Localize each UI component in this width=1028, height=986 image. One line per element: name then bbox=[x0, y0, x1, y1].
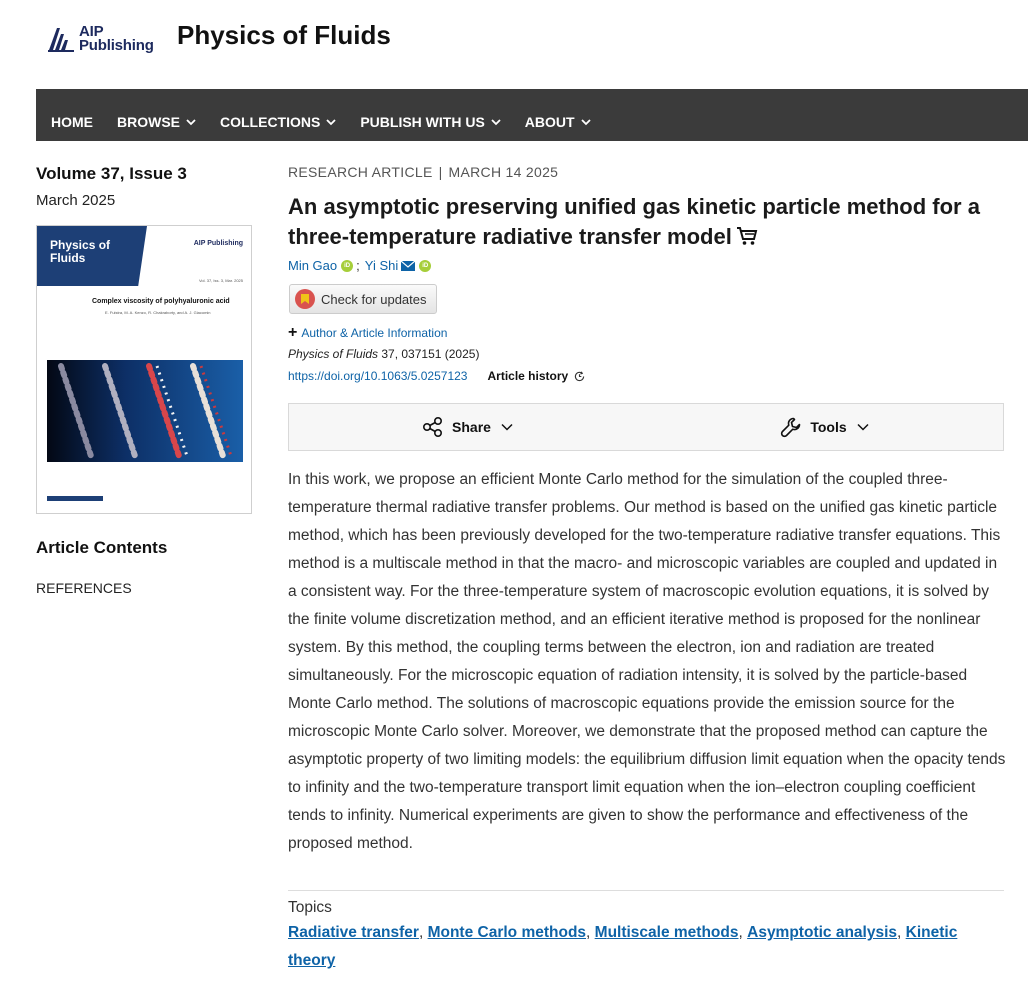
main-nav bbox=[36, 89, 1028, 141]
doi-link[interactable]: https://doi.org/10.1063/5.0257123 bbox=[288, 369, 468, 383]
citation-details: 37, 037151 (2025) bbox=[378, 347, 480, 361]
issue-cover-image[interactable] bbox=[36, 225, 252, 514]
chevron-down-icon bbox=[857, 423, 869, 431]
author-info-label: Author & Article Information bbox=[301, 326, 448, 340]
article-history-button[interactable] bbox=[487, 369, 585, 383]
contents-link-references[interactable]: REFERENCES bbox=[36, 580, 132, 596]
cover-artwork bbox=[47, 360, 243, 462]
nav-list bbox=[36, 89, 1028, 141]
topics-section bbox=[288, 890, 1004, 975]
author-info-toggle[interactable] bbox=[288, 326, 447, 340]
plus-icon: + bbox=[288, 324, 298, 341]
wrench-icon bbox=[780, 416, 802, 438]
chevron-down-icon bbox=[501, 423, 513, 431]
chevron-down-icon bbox=[491, 117, 501, 127]
topic-separator: , bbox=[897, 924, 906, 941]
nav-item-browse[interactable] bbox=[117, 114, 196, 130]
chevron-down-icon bbox=[186, 117, 196, 127]
nav-item-collections[interactable] bbox=[220, 114, 336, 130]
cover-authors: E. Fulstra, M. A. Kenzo, R. Chakraborty, and A. J. Giacomin bbox=[105, 310, 211, 315]
shopping-cart-icon[interactable] bbox=[736, 226, 758, 246]
nav-item-home[interactable] bbox=[51, 114, 93, 130]
check-updates-label: Check for updates bbox=[321, 291, 427, 307]
cover-journal-line2: Fluids bbox=[50, 251, 86, 265]
issue-title[interactable]: Volume 37, Issue 3 bbox=[36, 164, 187, 183]
author-separator: ; bbox=[356, 258, 360, 273]
cover-journal-line1: Physics of bbox=[50, 238, 111, 252]
chevron-down-icon bbox=[581, 117, 591, 127]
doi-row bbox=[288, 369, 585, 383]
crossmark-icon bbox=[295, 289, 315, 309]
topic-link[interactable]: Multiscale methods bbox=[594, 924, 739, 941]
issue-date: March 2025 bbox=[36, 192, 116, 209]
article-type: RESEARCH ARTICLE bbox=[288, 164, 433, 180]
publisher-name bbox=[79, 25, 154, 53]
sidebar bbox=[36, 164, 256, 596]
article-tools-bar bbox=[288, 403, 1004, 451]
cover-footer-bar bbox=[47, 496, 103, 501]
meta-separator: | bbox=[438, 164, 443, 180]
orcid-icon[interactable]: iD bbox=[341, 260, 353, 272]
nav-item-publish-with-us[interactable] bbox=[360, 114, 500, 130]
journal-title[interactable]: Physics of Fluids bbox=[177, 20, 391, 50]
topics-label: Topics bbox=[288, 899, 332, 916]
aip-publishing-logo[interactable] bbox=[47, 22, 159, 56]
site-header bbox=[0, 0, 1028, 89]
share-button[interactable] bbox=[289, 404, 646, 450]
molecule-artwork-icon bbox=[47, 360, 243, 462]
publisher-line2: Publishing bbox=[79, 37, 154, 54]
article-date: MARCH 14 2025 bbox=[448, 164, 559, 180]
nav-item-label: PUBLISH WITH US bbox=[360, 114, 485, 130]
publisher-line1: AIP bbox=[79, 23, 104, 40]
topic-separator: , bbox=[418, 924, 428, 941]
share-label: Share bbox=[452, 419, 491, 435]
nav-item-label: ABOUT bbox=[524, 114, 575, 130]
tools-label: Tools bbox=[810, 419, 847, 435]
cover-headline: Complex viscosity of polyhyaluronic acid bbox=[92, 298, 230, 305]
cover-journal-name bbox=[50, 239, 110, 265]
nav-item-label: BROWSE bbox=[117, 114, 180, 130]
article-main bbox=[288, 164, 1006, 969]
author-link[interactable]: Yi Shi bbox=[364, 258, 399, 273]
email-icon[interactable] bbox=[401, 261, 415, 271]
topic-separator: , bbox=[586, 924, 595, 941]
nav-item-label: HOME bbox=[51, 114, 93, 130]
topic-separator: , bbox=[738, 924, 748, 941]
nav-item-label: COLLECTIONS bbox=[220, 114, 321, 130]
topic-list bbox=[288, 919, 1004, 975]
share-icon bbox=[422, 417, 444, 437]
author-list bbox=[288, 258, 431, 273]
orcid-icon[interactable]: iD bbox=[419, 260, 431, 272]
citation-journal: Physics of Fluids bbox=[288, 347, 379, 361]
article-history-label: Article history bbox=[487, 369, 569, 383]
nav-item-about[interactable] bbox=[525, 114, 591, 130]
article-title-text: An asymptotic preserving unified gas kinetic particle method for a three-temperature radiative transfer model bbox=[288, 194, 980, 249]
check-for-updates-button[interactable] bbox=[289, 284, 437, 314]
article-abstract: In this work, we propose an efficient Monte Carlo method for the simulation of the coupled three-temperature thermal radiative transfer problems. Our method is based on the unified gas kinetic particle method, which has been previously developed for the two-temperature radiative transfer equations. This method is a multiscale method in that the macro- and microscopic variables are coupled and updated in a consistent way. For the three-temperature system of macroscopic evolution equations, it is solved by the finite volume discretization method, and an efficient iterative method is proposed for the nonlinear system. By this method, the coupling terms between the electron, ion and radiation are treated simultaneously. For the microscopic equation of radiation intensity, it is solved by the particle-based Monte Carlo method. The solutions of macroscopic equations provide the emission source for the microscopic Monte Carlo solver. Moreover, we demonstrate that the proposed method can capture the asymptotic property of two limiting models: the equilibrium diffusion limit equation when the opacity tends to infinity and the two-temperature transport limit equation when the ion–electron coupling coefficient tends to infinity. Numerical experiments are given to show the performance and effectiveness of the proposed method. bbox=[288, 471, 1006, 852]
article-contents-heading: Article Contents bbox=[36, 538, 168, 557]
tools-button[interactable] bbox=[646, 404, 1003, 450]
history-clock-icon bbox=[574, 371, 585, 382]
topic-link[interactable]: Monte Carlo methods bbox=[427, 924, 587, 941]
citation bbox=[288, 347, 479, 361]
topic-link[interactable]: Radiative transfer bbox=[288, 924, 419, 941]
cover-volume-line: Vol. 37, Iss. 3, Mar. 2025 bbox=[198, 278, 243, 283]
chevron-down-icon bbox=[326, 117, 336, 127]
author-link[interactable]: Min Gao bbox=[288, 258, 338, 273]
topic-link[interactable]: Asymptotic analysis bbox=[747, 924, 898, 941]
article-meta bbox=[288, 164, 1004, 180]
cover-publisher: AIP Publishing bbox=[193, 240, 243, 247]
topic-link[interactable]: Kinetic theory bbox=[288, 924, 958, 969]
article-title bbox=[288, 192, 1004, 252]
aip-logo-icon bbox=[47, 26, 75, 52]
